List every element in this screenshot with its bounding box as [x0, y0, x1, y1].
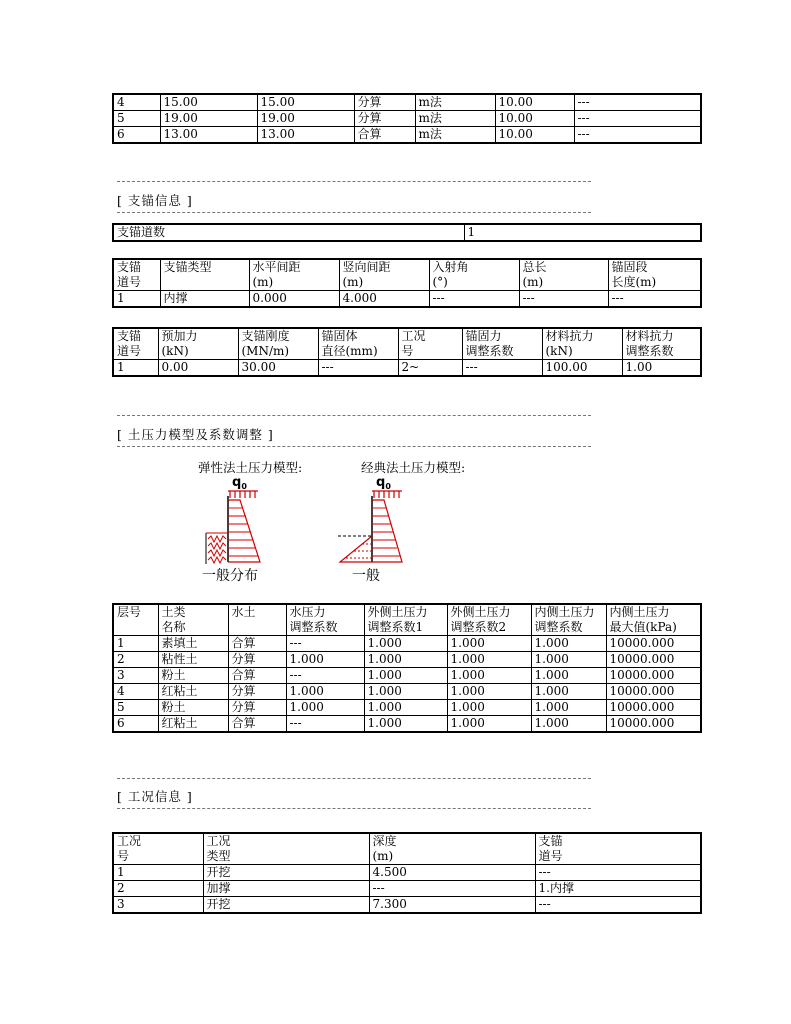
table-cell: ---	[286, 668, 364, 684]
table-cell: ---	[286, 716, 364, 733]
table-cell: 分算	[228, 652, 286, 668]
table-cell: 1.000	[364, 652, 447, 668]
table-cell: 3	[113, 668, 158, 684]
header-line: 锚固力	[465, 329, 502, 343]
table-cell: 1.000	[531, 716, 606, 733]
header-line: (m)	[342, 275, 364, 289]
header-cell	[339, 259, 429, 291]
header-line	[117, 620, 155, 635]
table-cell: 1.000	[286, 684, 364, 700]
section-title-anchor-info: [ 支锚信息 ]	[117, 193, 193, 208]
table-row	[113, 224, 701, 241]
section-title-earth-pressure: [ 土压力模型及系数调整 ]	[117, 427, 274, 442]
table-cell: 10000.000	[606, 684, 701, 700]
table-row	[113, 700, 701, 716]
header-line	[232, 620, 283, 635]
header-line: 类型	[206, 849, 231, 863]
table-cell: 1.000	[447, 652, 531, 668]
table-cell: 5	[113, 700, 158, 716]
table-cell: 4.000	[339, 291, 429, 308]
header-line: (°)	[432, 275, 448, 289]
divider	[117, 212, 591, 213]
header-line: 调整系数	[289, 620, 338, 634]
table-cell: m法	[415, 127, 495, 144]
table-cell: 10000.000	[606, 668, 701, 684]
header-cell	[113, 259, 160, 291]
table-cell: 13.00	[257, 127, 354, 144]
table-cell: 1.00	[622, 360, 701, 377]
header-line: 支锚类型	[163, 260, 212, 274]
table-cell: 6	[113, 127, 160, 144]
table-cell: 合算	[228, 716, 286, 733]
table-cell: 粉土	[158, 700, 228, 716]
divider	[117, 181, 591, 182]
table-cell: 分算	[354, 94, 415, 111]
table-cell: 1.000	[447, 636, 531, 652]
table-body	[113, 291, 701, 308]
anchor-count-label: 支锚道数	[113, 224, 464, 241]
header-line: 支锚	[117, 329, 142, 343]
header-line: 道号	[538, 849, 563, 863]
header-line: 内侧土压力	[609, 605, 670, 619]
header-line: (m)	[252, 275, 274, 289]
header-line: 号	[117, 849, 130, 863]
anchor-table-2	[112, 327, 702, 377]
header-cell	[238, 328, 318, 360]
header-line: (MN/m)	[241, 344, 290, 358]
header-line: 调整系数	[534, 620, 583, 634]
table-cell: ---	[574, 94, 701, 111]
header-cell	[535, 833, 701, 865]
table-cell: 1.000	[531, 636, 606, 652]
table-cell: 1.000	[364, 716, 447, 733]
table-cell: 加撑	[203, 881, 369, 897]
table-cell: 10000.000	[606, 652, 701, 668]
table-cell: 1	[113, 291, 160, 308]
header-line: 预加力	[161, 329, 198, 343]
table-cell: 15.00	[160, 94, 257, 111]
header-cell	[608, 259, 701, 291]
table-cell: ---	[429, 291, 519, 308]
header-cell	[519, 259, 608, 291]
header-line: 材料抗力	[545, 329, 594, 343]
header-line: 最大值(kPa)	[609, 620, 677, 634]
divider	[117, 415, 591, 416]
header-cell	[249, 259, 339, 291]
table-cell: 1.000	[286, 652, 364, 668]
header-line: 支锚	[538, 834, 563, 848]
table-cell: 1.内撑	[535, 881, 701, 897]
table-cell: 1.000	[364, 636, 447, 652]
header-cell	[113, 604, 158, 636]
header-row	[113, 833, 701, 865]
header-cell	[160, 259, 249, 291]
table-row	[113, 360, 701, 377]
table-cell: 1.000	[531, 700, 606, 716]
header-cell	[364, 604, 447, 636]
table-body	[113, 94, 701, 143]
table-row	[113, 865, 701, 881]
table-row	[113, 881, 701, 897]
load-symbol: $q_0$	[232, 475, 247, 491]
table-body	[113, 865, 701, 914]
table-cell: m法	[415, 111, 495, 127]
table-cell: 开挖	[203, 865, 369, 881]
header-line: 深度	[372, 834, 397, 848]
header-cell	[369, 833, 535, 865]
elastic-caption: 一般分布	[202, 568, 258, 584]
table-cell: ---	[535, 865, 701, 881]
table-cell: ---	[608, 291, 701, 308]
table-cell: ---	[286, 636, 364, 652]
table-cell: 1	[113, 636, 158, 652]
table-cell: 1	[113, 865, 203, 881]
header-row	[113, 259, 701, 291]
header-line: 竖向间距	[342, 260, 391, 274]
header-cell	[606, 604, 701, 636]
table-cell: 19.00	[257, 111, 354, 127]
table-cell: 1.000	[531, 652, 606, 668]
table-cell: 10000.000	[606, 716, 701, 733]
header-line: 调整系数1	[367, 620, 424, 634]
table-body	[113, 636, 701, 733]
header-line: 支锚	[117, 260, 142, 274]
header-cell	[542, 328, 622, 360]
header-line: 名称	[161, 620, 186, 634]
table-cell: 2	[113, 881, 203, 897]
table-cell: 10000.000	[606, 636, 701, 652]
section-title-conditions: [ 工况信息 ]	[117, 789, 193, 804]
soil-params-table-continued	[112, 93, 702, 144]
header-line: 材料抗力	[625, 329, 674, 343]
header-line: 水压力	[289, 605, 326, 619]
header-line: (m)	[372, 849, 394, 863]
table-row	[113, 897, 701, 914]
table-cell: 粘性土	[158, 652, 228, 668]
elastic-model-label: 弹性法土压力模型:	[198, 460, 303, 475]
header-row	[113, 604, 701, 636]
table-cell: 4.500	[369, 865, 535, 881]
table-header	[113, 328, 701, 360]
table-row	[113, 291, 701, 308]
table-header	[113, 833, 701, 865]
header-cell	[318, 328, 398, 360]
table-cell: ---	[369, 881, 535, 897]
table-cell: 10.00	[495, 94, 574, 111]
table-cell: 1.000	[364, 668, 447, 684]
table-cell: ---	[574, 127, 701, 144]
table-cell: ---	[574, 111, 701, 127]
table-cell: 1.000	[531, 668, 606, 684]
table-cell: 4	[113, 684, 158, 700]
header-line	[164, 275, 246, 290]
header-line: 调整系数	[625, 344, 674, 358]
header-line: 入射角	[432, 260, 469, 274]
table-cell: 1.000	[286, 700, 364, 716]
table-cell: 19.00	[160, 111, 257, 127]
header-line: (kN)	[545, 344, 573, 358]
table-cell: 2	[113, 652, 158, 668]
header-line: 锚固段	[611, 260, 648, 274]
table-cell: 红粘土	[158, 716, 228, 733]
work-condition-table	[112, 832, 702, 914]
header-cell	[228, 604, 286, 636]
header-line: 调整系数2	[450, 620, 507, 634]
classic-pressure-diagram	[332, 474, 412, 586]
divider	[117, 808, 591, 809]
header-line: (m)	[522, 275, 544, 289]
table-cell: 1.000	[531, 684, 606, 700]
header-line: 外侧土压力	[367, 605, 428, 619]
table-cell: 1	[113, 360, 158, 377]
table-cell: 素填土	[158, 636, 228, 652]
table-cell: 1.000	[364, 700, 447, 716]
table-cell: 2~	[398, 360, 462, 377]
load-symbol: $q_0$	[376, 475, 391, 491]
table-cell: ---	[519, 291, 608, 308]
header-cell	[447, 604, 531, 636]
table-cell: 100.00	[542, 360, 622, 377]
table-cell: ---	[318, 360, 398, 377]
table-cell: 1.000	[364, 684, 447, 700]
table-cell: 1.000	[447, 668, 531, 684]
header-cell	[462, 328, 542, 360]
header-cell	[113, 328, 158, 360]
header-line: 工况	[117, 834, 142, 848]
table-cell: 粉土	[158, 668, 228, 684]
header-line: 工况	[401, 329, 426, 343]
header-cell	[429, 259, 519, 291]
table-cell: 15.00	[257, 94, 354, 111]
header-line: 号	[401, 344, 414, 358]
header-cell	[398, 328, 462, 360]
table-cell: 6	[113, 716, 158, 733]
header-line: 道号	[117, 275, 142, 289]
header-line: 道号	[117, 344, 142, 358]
header-cell	[622, 328, 701, 360]
header-cell	[286, 604, 364, 636]
header-cell	[203, 833, 369, 865]
header-line: 工况	[206, 834, 231, 848]
table-cell: 3	[113, 897, 203, 914]
header-line: 锚固体	[321, 329, 358, 343]
header-cell	[113, 833, 203, 865]
header-line: 水平间距	[252, 260, 301, 274]
anchor-count-value: 1	[464, 224, 701, 241]
table-header	[113, 604, 701, 636]
table-cell: 红粘土	[158, 684, 228, 700]
table-row	[113, 668, 701, 684]
table-cell: 5	[113, 111, 160, 127]
header-line: 长度(m)	[611, 275, 657, 289]
header-line: 总长	[522, 260, 547, 274]
table-body	[113, 360, 701, 377]
header-line: 层号	[117, 605, 142, 619]
table-cell: 7.300	[369, 897, 535, 914]
table-cell: 10.00	[495, 127, 574, 144]
table-header	[113, 259, 701, 291]
header-line: 支锚刚度	[241, 329, 290, 343]
table-row	[113, 94, 701, 111]
table-cell: 30.00	[238, 360, 318, 377]
table-row	[113, 127, 701, 144]
table-cell: m法	[415, 94, 495, 111]
table-row	[113, 716, 701, 733]
header-line: (kN)	[161, 344, 189, 358]
soil-pressure-coefficient-table	[112, 603, 702, 733]
table-cell: 10.00	[495, 111, 574, 127]
anchor-table-1	[112, 258, 702, 308]
anchor-count-table	[112, 223, 702, 242]
table-row	[113, 636, 701, 652]
table-cell: 0.00	[158, 360, 238, 377]
table-cell: 分算	[354, 111, 415, 127]
header-line: 土类	[161, 605, 186, 619]
table-cell: 合算	[228, 636, 286, 652]
table-cell: 分算	[228, 684, 286, 700]
table-row	[113, 111, 701, 127]
table-cell: 13.00	[160, 127, 257, 144]
table-cell: 分算	[228, 700, 286, 716]
table-cell: 1.000	[447, 700, 531, 716]
table-cell: 内撑	[160, 291, 249, 308]
table-cell: 1.000	[447, 684, 531, 700]
header-line: 外侧土压力	[450, 605, 511, 619]
table-cell: 合算	[354, 127, 415, 144]
header-line: 内侧土压力	[534, 605, 595, 619]
header-cell	[158, 604, 228, 636]
table-cell: 开挖	[203, 897, 369, 914]
table-cell: ---	[462, 360, 542, 377]
table-cell: 合算	[228, 668, 286, 684]
header-row	[113, 328, 701, 360]
table-row	[113, 652, 701, 668]
table-row	[113, 684, 701, 700]
classic-caption: 一般	[352, 568, 380, 584]
table-cell: 0.000	[249, 291, 339, 308]
header-line: 直径(mm)	[321, 344, 378, 358]
elastic-pressure-diagram	[200, 474, 280, 586]
divider	[117, 446, 591, 447]
table-cell: ---	[535, 897, 701, 914]
header-line: 水土	[231, 605, 256, 619]
table-cell: 4	[113, 94, 160, 111]
header-line: 调整系数	[465, 344, 514, 358]
table-cell: 1.000	[447, 716, 531, 733]
table-cell: 10000.000	[606, 700, 701, 716]
classic-model-label: 经典法土压力模型:	[361, 460, 466, 475]
divider	[117, 778, 591, 779]
header-cell	[158, 328, 238, 360]
header-cell	[531, 604, 606, 636]
